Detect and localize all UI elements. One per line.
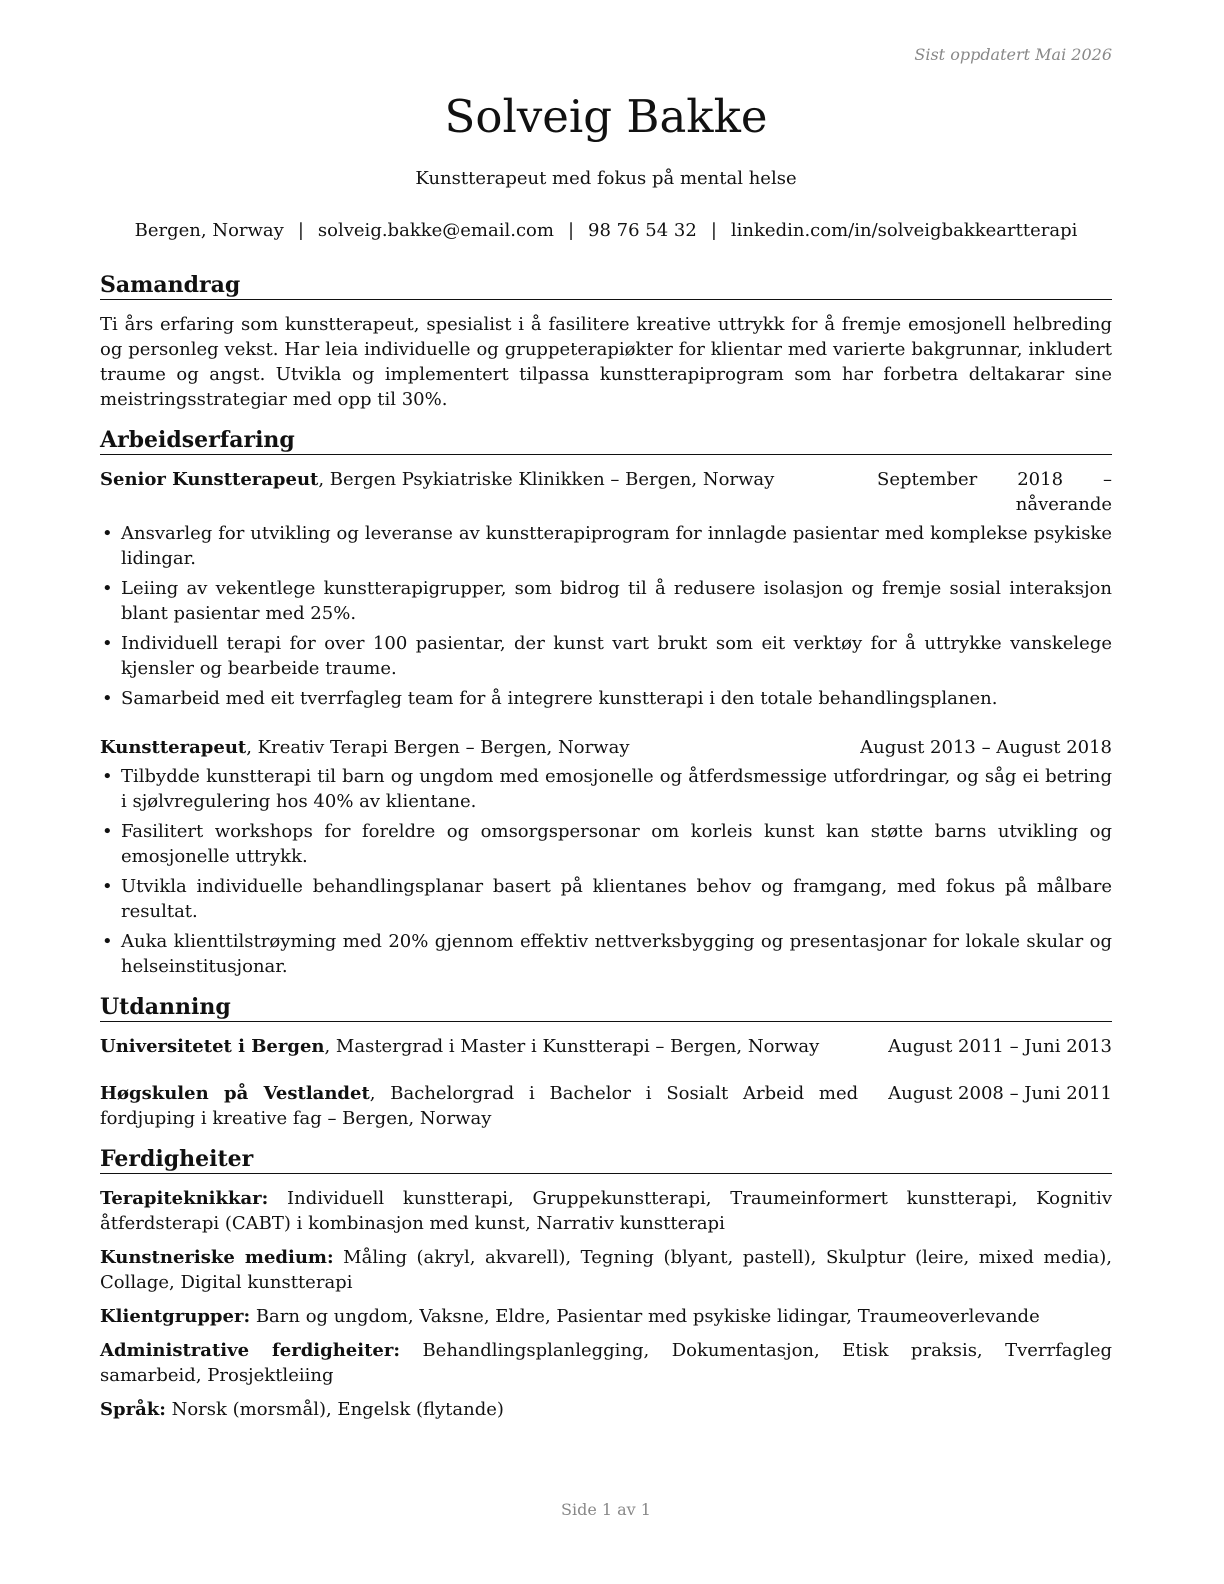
education-title: Utdanning xyxy=(100,993,1112,1022)
education-entry xyxy=(100,1034,1112,1059)
contact-line xyxy=(100,219,1112,243)
education-degree: , Bachelorgrad i Bachelor i Sosialt Arbeid med fordjuping i kreative fag – Bergen, Norway xyxy=(100,1083,859,1129)
contact-separator: | xyxy=(297,220,304,241)
skill-row xyxy=(100,1245,1112,1295)
list-item: • Fasilitert workshops for foreldre og omsorgspersonar om korleis kunst kan støtte barns utvikling og emosjonelle uttrykk. xyxy=(100,819,1112,869)
resume-page xyxy=(100,0,1112,1584)
contact-location: Bergen, Norway xyxy=(134,220,284,241)
education-entry xyxy=(100,1081,1112,1131)
education-dates: August 2008 – Juni 2011 xyxy=(888,1083,1112,1104)
experience-section xyxy=(100,426,1112,979)
skill-row xyxy=(100,1397,1112,1422)
skills-section xyxy=(100,1145,1112,1422)
job-org: , Bergen Psykiatriske Klinikken – Bergen, Norway xyxy=(318,469,775,490)
job-header xyxy=(100,735,1112,760)
list-item: • Tilbydde kunstterapi til barn og ungdom med emosjonelle og åtferdsmessige utfordringar, og såg ei betring i sjølvregulering hos 40% av klientane. xyxy=(100,764,1112,814)
last-updated: Sist oppdatert Mai 2026 xyxy=(914,45,1112,64)
skill-label: Klientgrupper: xyxy=(100,1306,251,1327)
job-header xyxy=(100,467,1112,517)
contact-separator: | xyxy=(567,220,575,241)
job-entry xyxy=(100,735,1112,979)
education-school: Universitetet i Bergen xyxy=(100,1036,325,1057)
job-dates: September 2018 – nåverande xyxy=(877,469,1112,515)
skill-value: Behandlingsplanlegging, Dokumentasjon, Etisk praksis, Tverrfagleg samarbeid, Prosjektleiing xyxy=(100,1340,1112,1386)
skill-value: Individuell kunstterapi, Gruppekunstterapi, Traumeinformert kunstterapi, Kognitiv åtferdsterapi (CABT) i kombinasjon med kunst, Narrativ kunstterapi xyxy=(100,1188,1112,1234)
skill-row xyxy=(100,1304,1112,1329)
education-degree: , Mastergrad i Master i Kunstterapi – Bergen, Norway xyxy=(324,1036,820,1057)
education-section xyxy=(100,993,1112,1131)
skill-label: Administrative ferdigheiter: xyxy=(100,1340,400,1361)
list-item: • Individuell terapi for over 100 pasientar, der kunst vart brukt som eit verktøy for å uttrykke vanskelege kjensler og bearbeide traume. xyxy=(100,631,1112,681)
job-bullets xyxy=(100,764,1112,979)
list-item: • Ansvarleg for utvikling og leveranse av kunstterapiprogram for innlagde pasientar med komplekse psykiske lidingar. xyxy=(100,521,1112,571)
contact-separator: | xyxy=(710,220,717,241)
skills-title: Ferdigheiter xyxy=(100,1145,1112,1174)
skill-value: Måling (akryl, akvarell), Tegning (blyant, pastell), Skulptur (leire, mixed media), Collage, Digital kunstterapi xyxy=(100,1247,1112,1293)
job-role: Senior Kunstterapeut xyxy=(100,469,319,490)
job-entry xyxy=(100,467,1112,711)
summary-text: Ti års erfaring som kunstterapeut, spesialist i å fasilitere kreative uttrykk for å fremje emosjonell helbreding og personleg vekst. Har leia individuelle og gruppeterapiøkter for klientar med varierte bakgrunnar, inkludert traume og angst. Utvikla og implementert tilpassa kunstterapiprogram som har forbetra deltakarar sine meistringsstrategiar med opp til 30%. xyxy=(100,314,1112,410)
job-role: Kunstterapeut xyxy=(100,737,247,758)
job-dates: August 2013 – August 2018 xyxy=(860,737,1112,758)
skill-value: Norsk (morsmål), Engelsk (flytande) xyxy=(165,1399,504,1420)
contact-linkedin[interactable]: linkedin.com/in/solveigbakkeartterapi xyxy=(730,220,1078,241)
page-footer: Side 1 av 1 xyxy=(561,1500,651,1519)
list-item: • Utvikla individuelle behandlingsplanar basert på klientanes behov og framgang, med fokus på målbare resultat. xyxy=(100,874,1112,924)
resume-content xyxy=(100,271,1112,1436)
experience-title: Arbeidserfaring xyxy=(100,426,1112,455)
education-dates: August 2011 – Juni 2013 xyxy=(888,1036,1112,1057)
list-item: • Auka klienttilstrøyming med 20% gjennom effektiv nettverksbygging og presentasjonar for lokale skular og helseinstitusjonar. xyxy=(100,929,1112,979)
candidate-name: Solveig Bakke xyxy=(444,90,768,143)
contact-email[interactable]: solveig.bakke@email.com xyxy=(317,220,554,241)
job-bullets xyxy=(100,521,1112,711)
list-item: • Samarbeid med eit tverrfagleg team for å integrere kunstterapi i den totale behandlingsplanen. xyxy=(100,686,1112,711)
skill-label: Språk: xyxy=(100,1399,166,1420)
skill-row xyxy=(100,1186,1112,1236)
job-org: , Kreativ Terapi Bergen – Bergen, Norway xyxy=(246,737,630,758)
skill-label: Kunstneriske medium: xyxy=(100,1247,334,1268)
education-school: Høgskulen på Vestlandet xyxy=(100,1083,370,1104)
skill-label: Terapiteknikkar: xyxy=(100,1188,269,1209)
skill-row xyxy=(100,1338,1112,1388)
candidate-headline: Kunstterapeut med fokus på mental helse xyxy=(415,168,797,189)
summary-title: Samandrag xyxy=(100,271,1112,300)
skill-value: Barn og ungdom, Vaksne, Eldre, Pasientar med psykiske lidingar, Traumeoverlevande xyxy=(250,1306,1040,1327)
list-item: • Leiing av vekentlege kunstterapigrupper, som bidrog til å redusere isolasjon og fremje sosial interaksjon blant pasientar med 25%. xyxy=(100,576,1112,626)
contact-phone: 98 76 54 32 xyxy=(588,220,697,241)
summary-section xyxy=(100,271,1112,412)
